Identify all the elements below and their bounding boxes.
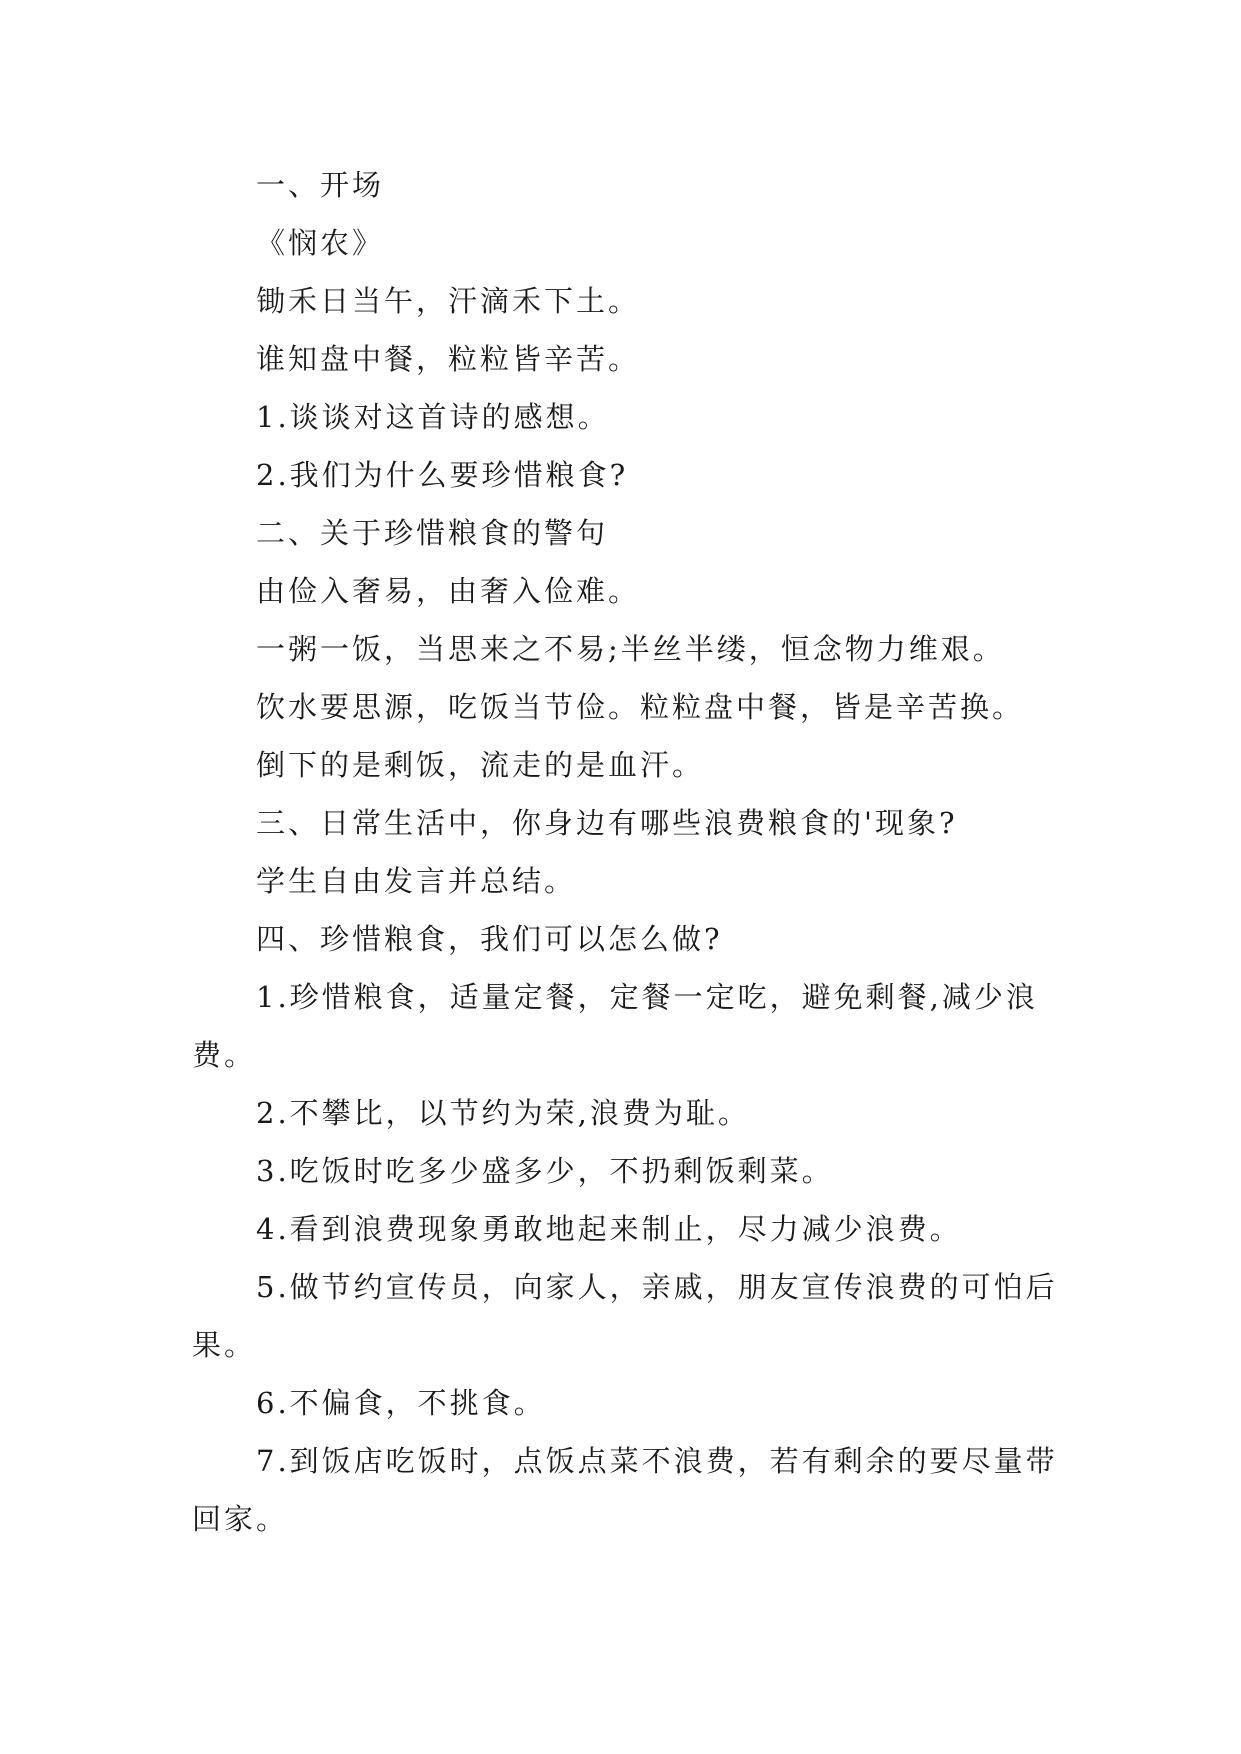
poem-line-2: 谁知盘中餐，粒粒皆辛苦。	[256, 342, 641, 376]
section-heading-quotes: 二、关于珍惜粮食的警句	[256, 516, 609, 550]
action-item-1: 1.珍惜粮食，适量定餐，定餐一定吃，避免剩餐,减少浪费。	[192, 980, 1038, 1072]
poem-title: 《悯农》	[256, 226, 385, 260]
poem-line-1: 锄禾日当午，汗滴禾下土。	[256, 284, 641, 318]
quote-3: 饮水要思源，吃饭当节俭。粒粒盘中餐，皆是辛苦换。	[256, 690, 1025, 724]
section-heading-opening: 一、开场	[256, 168, 385, 202]
quote-1: 由俭入奢易，由奢入俭难。	[256, 574, 641, 608]
action-item-4: 4.看到浪费现象勇敢地起来制止，尽力减少浪费。	[256, 1212, 962, 1246]
question-1: 1.谈谈对这首诗的感想。	[256, 400, 610, 434]
action-item-5: 5.做节约宣传员，向家人，亲戚，朋友宣传浪费的可怕后果。	[192, 1270, 1058, 1362]
action-item-6: 6.不偏食，不挑食。	[256, 1386, 546, 1420]
question-2: 2.我们为什么要珍惜粮食?	[256, 458, 629, 492]
quote-2: 一粥一饭，当思来之不易;半丝半缕，恒念物力维艰。	[256, 632, 1005, 666]
action-item-3: 3.吃饭时吃多少盛多少，不扔剩饭剩菜。	[256, 1154, 834, 1188]
document-body	[192, 156, 1072, 1548]
quote-4: 倒下的是剩饭，流走的是血汗。	[256, 748, 705, 782]
section-heading-waste: 三、日常生活中，你身边有哪些浪费粮食的'现象?	[256, 806, 958, 840]
section-heading-actions: 四、珍惜粮食，我们可以怎么做?	[256, 922, 723, 956]
action-item-7: 7.到饭店吃饭时，点饭点菜不浪费，若有剩余的要尽量带回家。	[192, 1444, 1058, 1536]
discussion-note: 学生自由发言并总结。	[256, 864, 577, 898]
action-item-2: 2.不攀比，以节约为荣,浪费为耻。	[256, 1096, 750, 1130]
